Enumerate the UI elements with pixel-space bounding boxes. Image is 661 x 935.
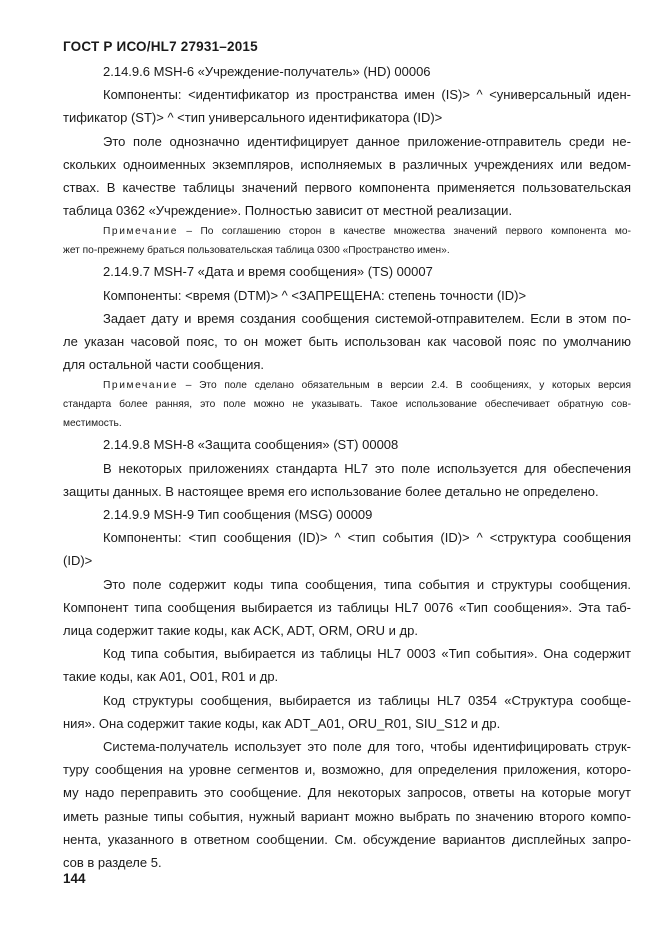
text-line: ле указан часовой пояс, то он может быть использован как часовой пояс по умолчанию: [63, 334, 631, 350]
text-line: таблица 0362 «Учреждение». Полностью зависит от местной реализации.: [63, 203, 513, 219]
paragraph-msh7: [63, 307, 631, 377]
paragraph-msh9-4: [63, 735, 631, 874]
text-line: Компонент типа сообщения выбирается из таблицы HL7 0076 «Тип сообщения». Эта таб-: [63, 599, 631, 615]
note-line: местимость.: [63, 418, 122, 430]
text-line: ния». Она содержит такие коды, как ADT_A01, ORU_R01, SIU_S12 и др.: [63, 715, 501, 731]
section-title-msh9: 2.14.9.9 MSH-9 Тип сообщения (MSG) 00009: [103, 507, 373, 523]
paragraph-msh6: [63, 130, 631, 223]
text-line: защиты данных. В настоящее время его использование более детально не определено.: [63, 483, 599, 499]
paragraph-msh9-3: [63, 689, 631, 735]
paragraph-msh9-2: [63, 642, 631, 688]
document-page: [63, 38, 631, 874]
note-line: [63, 376, 631, 395]
text-line: Компоненты: <идентификатор из пространства имен (IS)> ^ <универсальный иден-: [103, 87, 631, 103]
text-line: Система-получатель использует это поле для того, чтобы идентифицировать струк-: [103, 739, 631, 755]
note-msh6: [63, 222, 631, 260]
note-label: Примечание: [103, 380, 178, 392]
page-number: 144: [63, 871, 86, 886]
note-text: – По соглашению сторон в качестве множества значений первого компонента мо-: [186, 226, 631, 238]
note-line: [63, 222, 631, 241]
text-line: Код структуры сообщения, выбирается из таблицы HL7 0354 «Структура сообще-: [103, 692, 631, 708]
text-line: (ID)>: [63, 553, 93, 569]
text-line: такие коды, как A01, O01, R01 и др.: [63, 669, 279, 685]
note-line: стандарта более ранняя, это поле можно не указывать. Такое использование обеспечивает обратную сов-: [63, 399, 631, 411]
section-title-msh6: 2.14.9.6 MSH-6 «Учреждение-получатель» (HD) 00006: [103, 64, 431, 79]
note-line: жет по-прежнему браться пользовательская таблица 0300 «Пространство имен».: [63, 245, 450, 257]
text-line: сов в разделе 5.: [63, 855, 162, 871]
components-msh7: [63, 284, 631, 307]
text-line: иметь разные типы события, нужный вариант можно выбрать по значению второго компо-: [63, 808, 631, 824]
text-line: лица содержит такие коды, как ACK, ADT, ORM, ORU и др.: [63, 623, 418, 639]
text-line: Код типа события, выбирается из таблицы HL7 0003 «Тип события». Она содержит: [103, 646, 631, 662]
note-label: Примечание: [103, 226, 178, 238]
text-line: нента, указанного в ответном сообщении. См. обсуждение вариантов дисплейных запро-: [63, 831, 631, 847]
text-line: скольких одноименных экземпляров, исполняемых в различных учреждениях или ведом-: [63, 156, 631, 172]
components-msh9: [63, 526, 631, 572]
text-line: Задает дату и время создания сообщения системой-отправителем. Если в этом по-: [103, 310, 631, 326]
note-text: – Это поле сделано обязательным в версии 2.4. В сообщениях, у которых версия: [185, 380, 631, 392]
text-line: Это поле однозначно идентифицирует данное приложение-отправитель среди не-: [103, 133, 631, 149]
paragraph-msh9-1: [63, 573, 631, 643]
document-header: ГОСТ Р ИСО/HL7 27931–2015: [63, 39, 258, 54]
text-line: для остальной части сообщения.: [63, 357, 264, 373]
components-msh6: [63, 83, 631, 129]
section-title-msh8: 2.14.9.8 MSH-8 «Защита сообщения» (ST) 00008: [103, 437, 399, 453]
text-line: му надо переправить это сообщение. Для некоторых запросов, ответы на которые могут: [63, 785, 631, 801]
text-line: туру сообщения на уровне сегментов и, возможно, для определения приложения, которо-: [63, 762, 631, 778]
text-line: В некоторых приложениях стандарта HL7 это поле используется для обеспечения: [103, 460, 631, 476]
paragraph-msh8: [63, 457, 631, 503]
text-line: тификатор (ST)> ^ <тип универсального идентификатора (ID)>: [63, 110, 443, 126]
text-line: Компоненты: <время (DTM)> ^ <ЗАПРЕЩЕНА: степень точности (ID)>: [103, 287, 527, 303]
section-title-msh7: 2.14.9.7 MSH-7 «Дата и время сообщения» (TS) 00007: [103, 264, 433, 280]
text-line: Это поле содержит коды типа сообщения, типа события и структуры сообщения.: [103, 576, 631, 592]
text-line: ствах. В качестве таблицы значений первого компонента применяется пользовательская: [63, 180, 631, 196]
note-msh7: [63, 376, 631, 433]
text-line: Компоненты: <тип сообщения (ID)> ^ <тип события (ID)> ^ <структура сообщения: [103, 530, 631, 546]
